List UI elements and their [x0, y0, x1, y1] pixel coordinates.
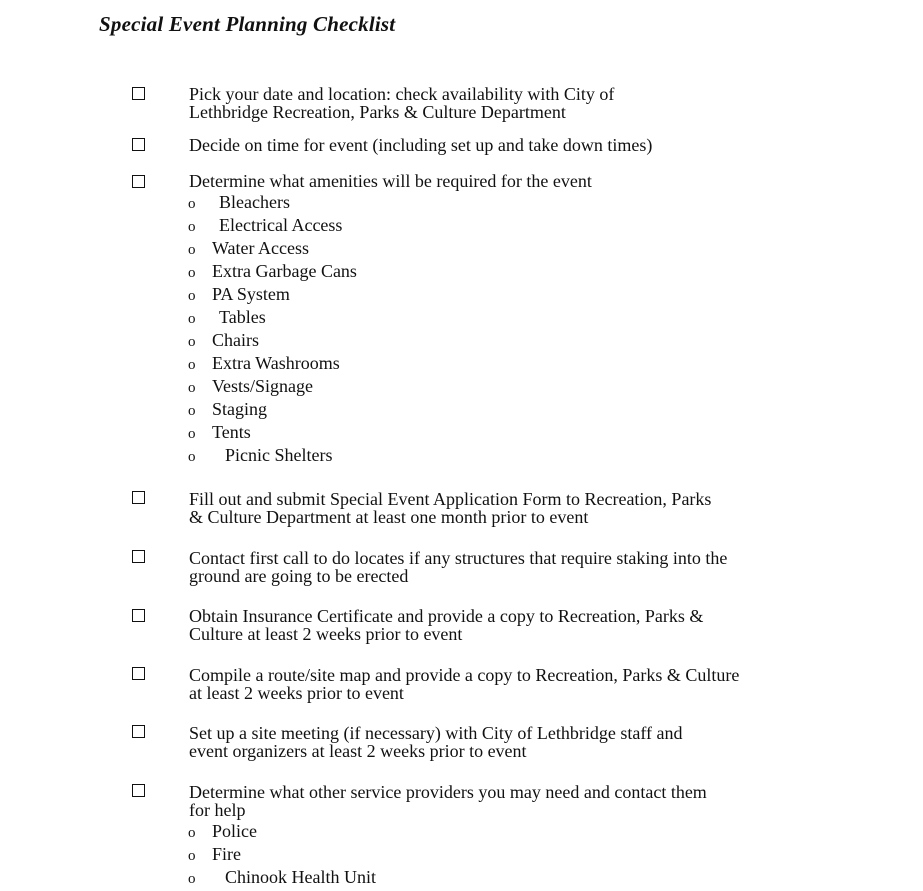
list-item: o Police	[188, 820, 376, 843]
checklist-item-text: Decide on time for event (including set up and take down times)	[189, 135, 653, 155]
bullet-icon: o	[188, 265, 196, 281]
list-item: o Tents	[188, 421, 357, 444]
bullet-icon: o	[188, 426, 196, 442]
bullet-icon: o	[188, 334, 196, 350]
checkbox[interactable]	[132, 138, 145, 151]
checkbox[interactable]	[132, 725, 145, 738]
checklist-item-text: Determine what amenities will be required for the event	[189, 171, 592, 191]
list-item: o PA System	[188, 283, 357, 306]
checkbox[interactable]	[132, 609, 145, 622]
checklist-item-text: Compile a route/site map and provide a copy to Recreation, Parks & Culture at least 2 weeks prior to event	[189, 665, 740, 703]
list-item: o Picnic Shelters	[188, 444, 357, 467]
checklist-item-text: Contact first call to do locates if any structures that require staking into the ground are going to be erected	[189, 548, 728, 586]
list-item: o Chinook Health Unit	[188, 866, 376, 889]
checklist-item-text: Pick your date and location: check availability with City of Lethbridge Recreation, Parks & Culture Department	[189, 84, 615, 122]
list-item: o Staging	[188, 398, 357, 421]
checkbox[interactable]	[132, 667, 145, 680]
list-item: o Bleachers	[188, 191, 357, 214]
bullet-icon: o	[188, 403, 196, 419]
page-title: Special Event Planning Checklist	[99, 12, 396, 36]
bullet-icon: o	[188, 825, 196, 841]
checklist-item-text: Set up a site meeting (if necessary) with City of Lethbridge staff and event organizers at least 2 weeks prior to event	[189, 723, 683, 761]
bullet-icon: o	[188, 196, 196, 212]
list-item: o Electrical Access	[188, 214, 357, 237]
bullet-icon: o	[188, 219, 196, 235]
checkbox[interactable]	[132, 87, 145, 100]
list-item: o Fire	[188, 843, 376, 866]
bullet-icon: o	[188, 449, 196, 465]
bullet-icon: o	[188, 357, 196, 373]
bullet-icon: o	[188, 242, 196, 258]
amenities-list	[188, 191, 357, 467]
checkbox[interactable]	[132, 175, 145, 188]
bullet-icon: o	[188, 288, 196, 304]
checkbox[interactable]	[132, 550, 145, 563]
bullet-icon: o	[188, 871, 196, 887]
bullet-icon: o	[188, 311, 196, 327]
service-providers-list	[188, 820, 376, 889]
list-item: o Extra Garbage Cans	[188, 260, 357, 283]
list-item: o Extra Washrooms	[188, 352, 357, 375]
list-item: o Tables	[188, 306, 357, 329]
list-item: o Vests/Signage	[188, 375, 357, 398]
list-item: o Chairs	[188, 329, 357, 352]
checklist-item-text: Fill out and submit Special Event Application Form to Recreation, Parks & Culture Department at least one month prior to event	[189, 489, 712, 527]
bullet-icon: o	[188, 848, 196, 864]
checklist-item-text: Obtain Insurance Certificate and provide a copy to Recreation, Parks & Culture at least 2 weeks prior to event	[189, 606, 704, 644]
checkbox[interactable]	[132, 784, 145, 797]
list-item: o Water Access	[188, 237, 357, 260]
checkbox[interactable]	[132, 491, 145, 504]
bullet-icon: o	[188, 380, 196, 396]
checklist-item-text: Determine what other service providers you may need and contact them for help	[189, 782, 707, 820]
